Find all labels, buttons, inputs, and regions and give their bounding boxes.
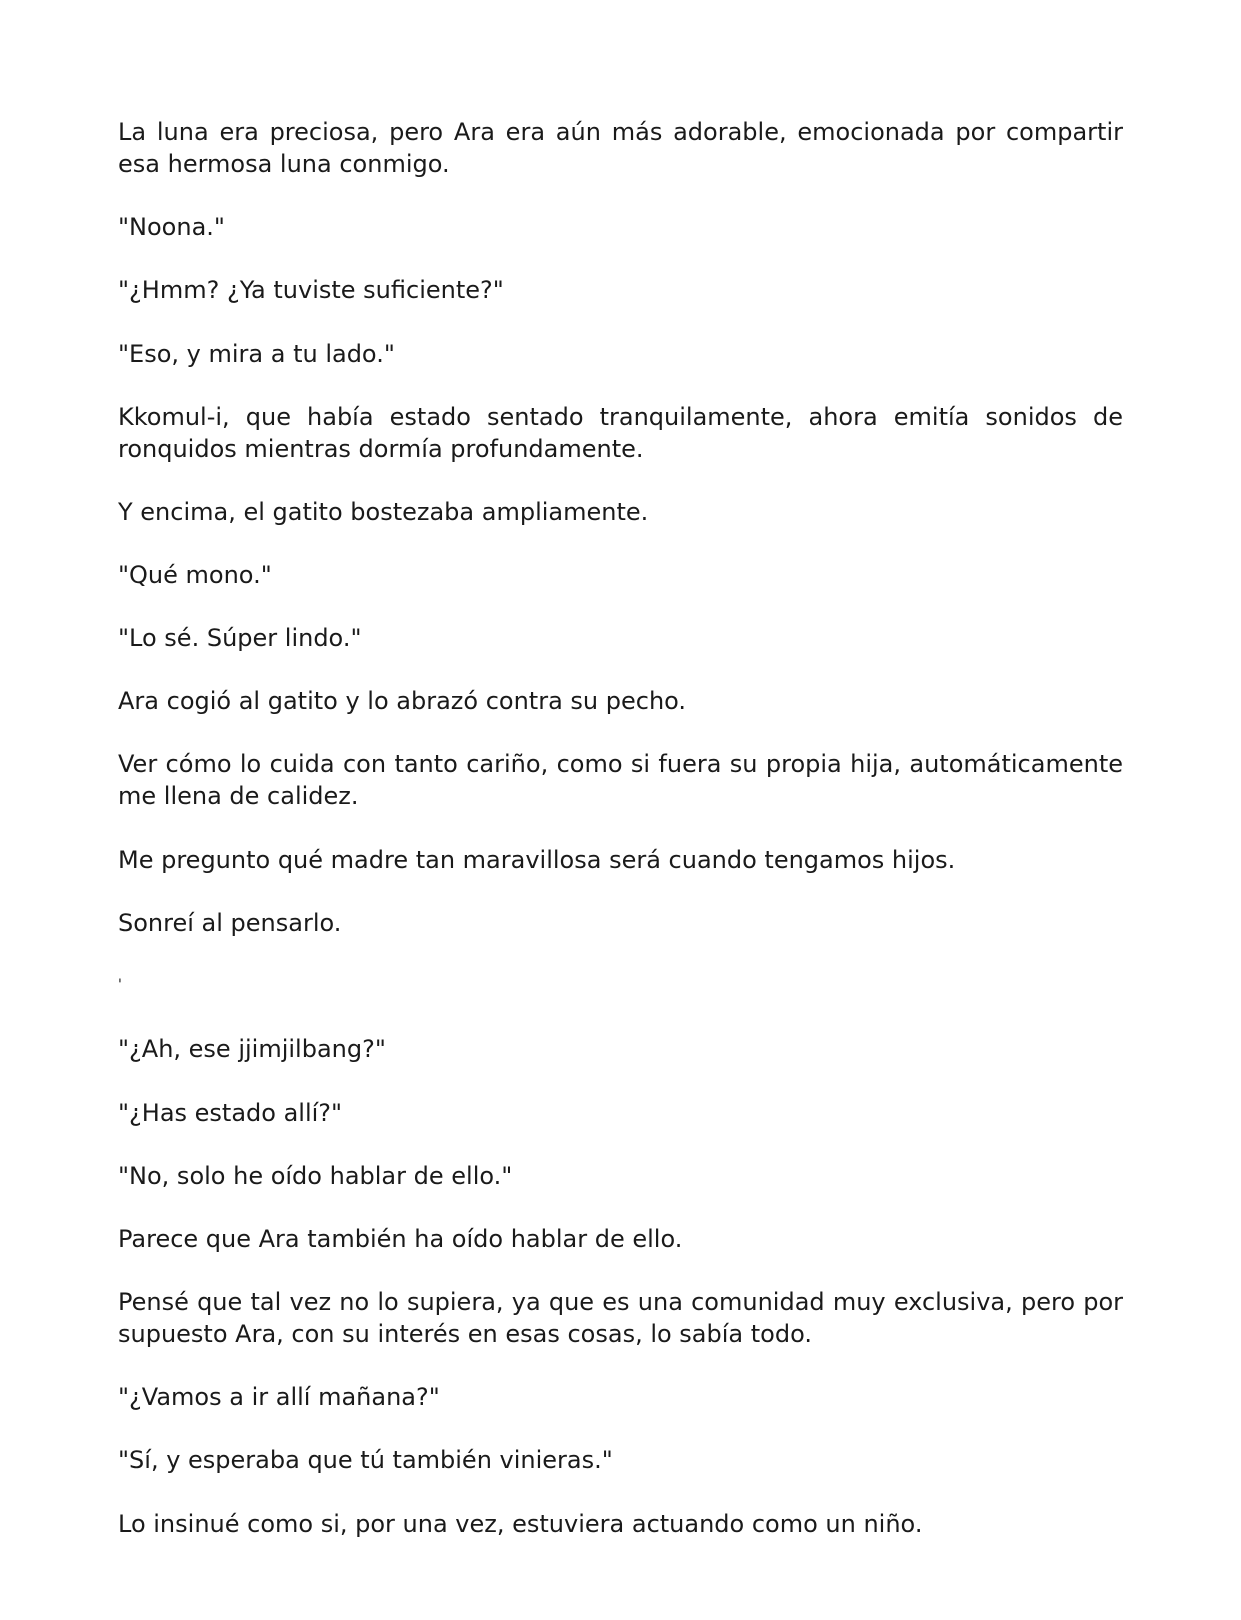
paragraph: Kkomul-i, que había estado sentado tranquilamente, ahora emitía sonidos de ronquidos mientras dormía profundamente. [118, 403, 1123, 463]
paragraph: Ver cómo lo cuida con tanto cariño, como si fuera su propia hija, automáticamente me llena de calidez. [118, 750, 1123, 810]
paragraph: Sonreí al pensarlo. [118, 909, 342, 937]
paragraph: "¿Ah, ese jjimjilbang?" [118, 1035, 386, 1063]
stray-mark: ' [118, 977, 122, 993]
paragraph: "Qué mono." [118, 561, 272, 589]
paragraph: Pensé que tal vez no lo supiera, ya que es una comunidad muy exclusiva, pero por supuesto Ara, con su interés en esas cosas, lo sabía todo. [118, 1288, 1123, 1348]
paragraph: "Noona." [118, 213, 225, 241]
paragraph: "¿Vamos a ir allí mañana?" [118, 1383, 440, 1411]
paragraph: "Eso, y mira a tu lado." [118, 340, 395, 368]
paragraph: Ara cogió al gatito y lo abrazó contra su pecho. [118, 687, 687, 715]
paragraph: Lo insinué como si, por una vez, estuviera actuando como un niño. [118, 1510, 923, 1538]
paragraph: "No, solo he oído hablar de ello." [118, 1162, 513, 1190]
paragraph: Me pregunto qué madre tan maravillosa será cuando tengamos hijos. [118, 846, 956, 874]
paragraph: "Lo sé. Súper lindo." [118, 624, 362, 652]
paragraph: "Sí, y esperaba que tú también vinieras." [118, 1446, 613, 1474]
paragraph: "¿Hmm? ¿Ya tuviste suficiente?" [118, 276, 504, 304]
paragraph: La luna era preciosa, pero Ara era aún más adorable, emocionada por compartir esa hermosa luna conmigo. [118, 118, 1123, 178]
paragraph: Y encima, el gatito bostezaba ampliamente. [118, 498, 649, 526]
paragraph: "¿Has estado allí?" [118, 1099, 343, 1127]
paragraph: Parece que Ara también ha oído hablar de ello. [118, 1225, 683, 1253]
